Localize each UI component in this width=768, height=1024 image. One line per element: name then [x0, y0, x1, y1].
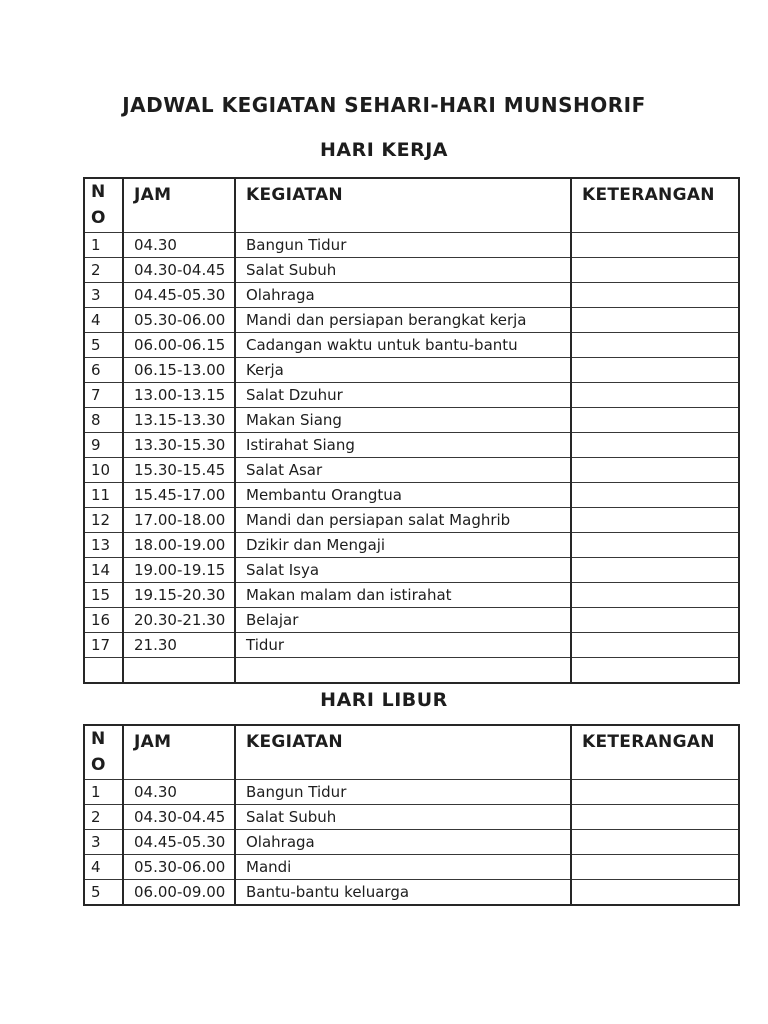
- table-cell: 04.45-05.30: [123, 830, 235, 855]
- table-cell: [571, 633, 739, 658]
- table-cell: 6: [84, 358, 123, 383]
- table-cell: Makan malam dan istirahat: [235, 583, 571, 608]
- table-row: [84, 608, 739, 633]
- table-cell: [571, 458, 739, 483]
- table-cell: 04.30: [123, 780, 235, 805]
- table-cell: [571, 308, 739, 333]
- table-row: [84, 508, 739, 533]
- table-row: [84, 805, 739, 830]
- table-cell: [571, 855, 739, 880]
- table-cell: 16: [84, 608, 123, 633]
- table-cell: Olahraga: [235, 830, 571, 855]
- table-cell: Salat Subuh: [235, 258, 571, 283]
- table-cell: Belajar: [235, 608, 571, 633]
- table-row: [84, 308, 739, 333]
- table-cell: 15: [84, 583, 123, 608]
- table-cell: 05.30-06.00: [123, 855, 235, 880]
- table-row: [84, 458, 739, 483]
- table-cell: [571, 880, 739, 906]
- table-cell: [571, 830, 739, 855]
- table-cell: 2: [84, 258, 123, 283]
- section-hari-kerja: [0, 138, 768, 684]
- table-row: [84, 533, 739, 558]
- table-row: [84, 855, 739, 880]
- table-cell: Salat Subuh: [235, 805, 571, 830]
- column-header-no: NO: [84, 178, 123, 233]
- table-cell: [571, 558, 739, 583]
- table-cell: 17.00-18.00: [123, 508, 235, 533]
- document-title: JADWAL KEGIATAN SEHARI-HARI MUNSHORIF: [122, 93, 646, 117]
- table-cell: Kerja: [235, 358, 571, 383]
- table-cell: Mandi dan persiapan salat Maghrib: [235, 508, 571, 533]
- table-cell: [571, 433, 739, 458]
- table-cell: [571, 658, 739, 684]
- table-cell: Mandi dan persiapan berangkat kerja: [235, 308, 571, 333]
- table-cell: [235, 658, 571, 684]
- table-cell: [571, 233, 739, 258]
- table-row: [84, 780, 739, 805]
- table-cell: 1: [84, 233, 123, 258]
- table-cell: Salat Isya: [235, 558, 571, 583]
- table-cell: 06.15-13.00: [123, 358, 235, 383]
- table-cell: 15.30-15.45: [123, 458, 235, 483]
- table-cell: 1: [84, 780, 123, 805]
- table-cell: Membantu Orangtua: [235, 483, 571, 508]
- table-row: [84, 830, 739, 855]
- table-row: [84, 333, 739, 358]
- table-row: [84, 658, 739, 684]
- table-cell: Olahraga: [235, 283, 571, 308]
- table-cell: 5: [84, 880, 123, 906]
- column-header-kegiatan: KEGIATAN: [235, 178, 571, 233]
- table-cell: 13: [84, 533, 123, 558]
- table-cell: 8: [84, 408, 123, 433]
- table-cell: 06.00-09.00: [123, 880, 235, 906]
- table-cell: Makan Siang: [235, 408, 571, 433]
- table-cell: 4: [84, 308, 123, 333]
- column-header-jam: JAM: [123, 178, 235, 233]
- table-cell: 14: [84, 558, 123, 583]
- table-cell: [571, 508, 739, 533]
- table-cell: 04.30-04.45: [123, 258, 235, 283]
- table-cell: 2: [84, 805, 123, 830]
- table-cell: [123, 658, 235, 684]
- schedule-table-hari-libur: [83, 724, 740, 906]
- table-cell: 3: [84, 283, 123, 308]
- table-cell: 10: [84, 458, 123, 483]
- table-row: [84, 880, 739, 906]
- section-heading-hari-libur: HARI LIBUR: [320, 689, 448, 711]
- table-cell: 15.45-17.00: [123, 483, 235, 508]
- table-cell: [571, 383, 739, 408]
- table-row: [84, 283, 739, 308]
- table-cell: 19.00-19.15: [123, 558, 235, 583]
- table-cell: Salat Dzuhur: [235, 383, 571, 408]
- table-cell: Istirahat Siang: [235, 433, 571, 458]
- table-cell: 04.30-04.45: [123, 805, 235, 830]
- table-cell: [571, 258, 739, 283]
- table-cell: [571, 483, 739, 508]
- table-cell: 06.00-06.15: [123, 333, 235, 358]
- table-cell: 20.30-21.30: [123, 608, 235, 633]
- table-cell: 04.45-05.30: [123, 283, 235, 308]
- table-cell: Dzikir dan Mengaji: [235, 533, 571, 558]
- table-cell: Salat Asar: [235, 458, 571, 483]
- table-cell: 17: [84, 633, 123, 658]
- section-heading-hari-kerja: HARI KERJA: [319, 139, 449, 161]
- table-cell: [571, 780, 739, 805]
- table-cell: Mandi: [235, 855, 571, 880]
- column-header-no: NO: [84, 725, 123, 780]
- table-cell: 11: [84, 483, 123, 508]
- column-header-kegiatan: KEGIATAN: [235, 725, 571, 780]
- table-cell: Bantu-bantu keluarga: [235, 880, 571, 906]
- column-header-jam: JAM: [123, 725, 235, 780]
- table-row: [84, 233, 739, 258]
- table-cell: 12: [84, 508, 123, 533]
- table-cell: Tidur: [235, 633, 571, 658]
- table-row: [84, 358, 739, 383]
- table-cell: Bangun Tidur: [235, 780, 571, 805]
- table-row: [84, 483, 739, 508]
- table-row: [84, 383, 739, 408]
- table-row: [84, 408, 739, 433]
- table-row: [84, 583, 739, 608]
- column-header-keterangan: KETERANGAN: [571, 178, 739, 233]
- table-cell: 13.00-13.15: [123, 383, 235, 408]
- section-hari-libur: [0, 688, 768, 906]
- table-cell: 9: [84, 433, 123, 458]
- table-row: [84, 433, 739, 458]
- column-header-keterangan: KETERANGAN: [571, 725, 739, 780]
- table-cell: [571, 583, 739, 608]
- header-row: [84, 725, 739, 780]
- table-cell: [571, 283, 739, 308]
- schedule-table-hari-kerja: [83, 177, 740, 684]
- table-cell: 05.30-06.00: [123, 308, 235, 333]
- table-cell: [571, 608, 739, 633]
- table-cell: 5: [84, 333, 123, 358]
- table-cell: [84, 658, 123, 684]
- table-cell: Bangun Tidur: [235, 233, 571, 258]
- table-cell: 19.15-20.30: [123, 583, 235, 608]
- header-row: [84, 178, 739, 233]
- table-cell: Cadangan waktu untuk bantu-bantu: [235, 333, 571, 358]
- table-cell: 3: [84, 830, 123, 855]
- table-cell: [571, 533, 739, 558]
- table-row: [84, 258, 739, 283]
- table-cell: 4: [84, 855, 123, 880]
- table-cell: 21.30: [123, 633, 235, 658]
- table-cell: 18.00-19.00: [123, 533, 235, 558]
- table-row: [84, 633, 739, 658]
- table-cell: 13.30-15.30: [123, 433, 235, 458]
- table-row: [84, 558, 739, 583]
- table-cell: [571, 333, 739, 358]
- table-cell: [571, 358, 739, 383]
- table-cell: [571, 408, 739, 433]
- table-cell: 04.30: [123, 233, 235, 258]
- table-cell: 13.15-13.30: [123, 408, 235, 433]
- table-cell: [571, 805, 739, 830]
- table-cell: 7: [84, 383, 123, 408]
